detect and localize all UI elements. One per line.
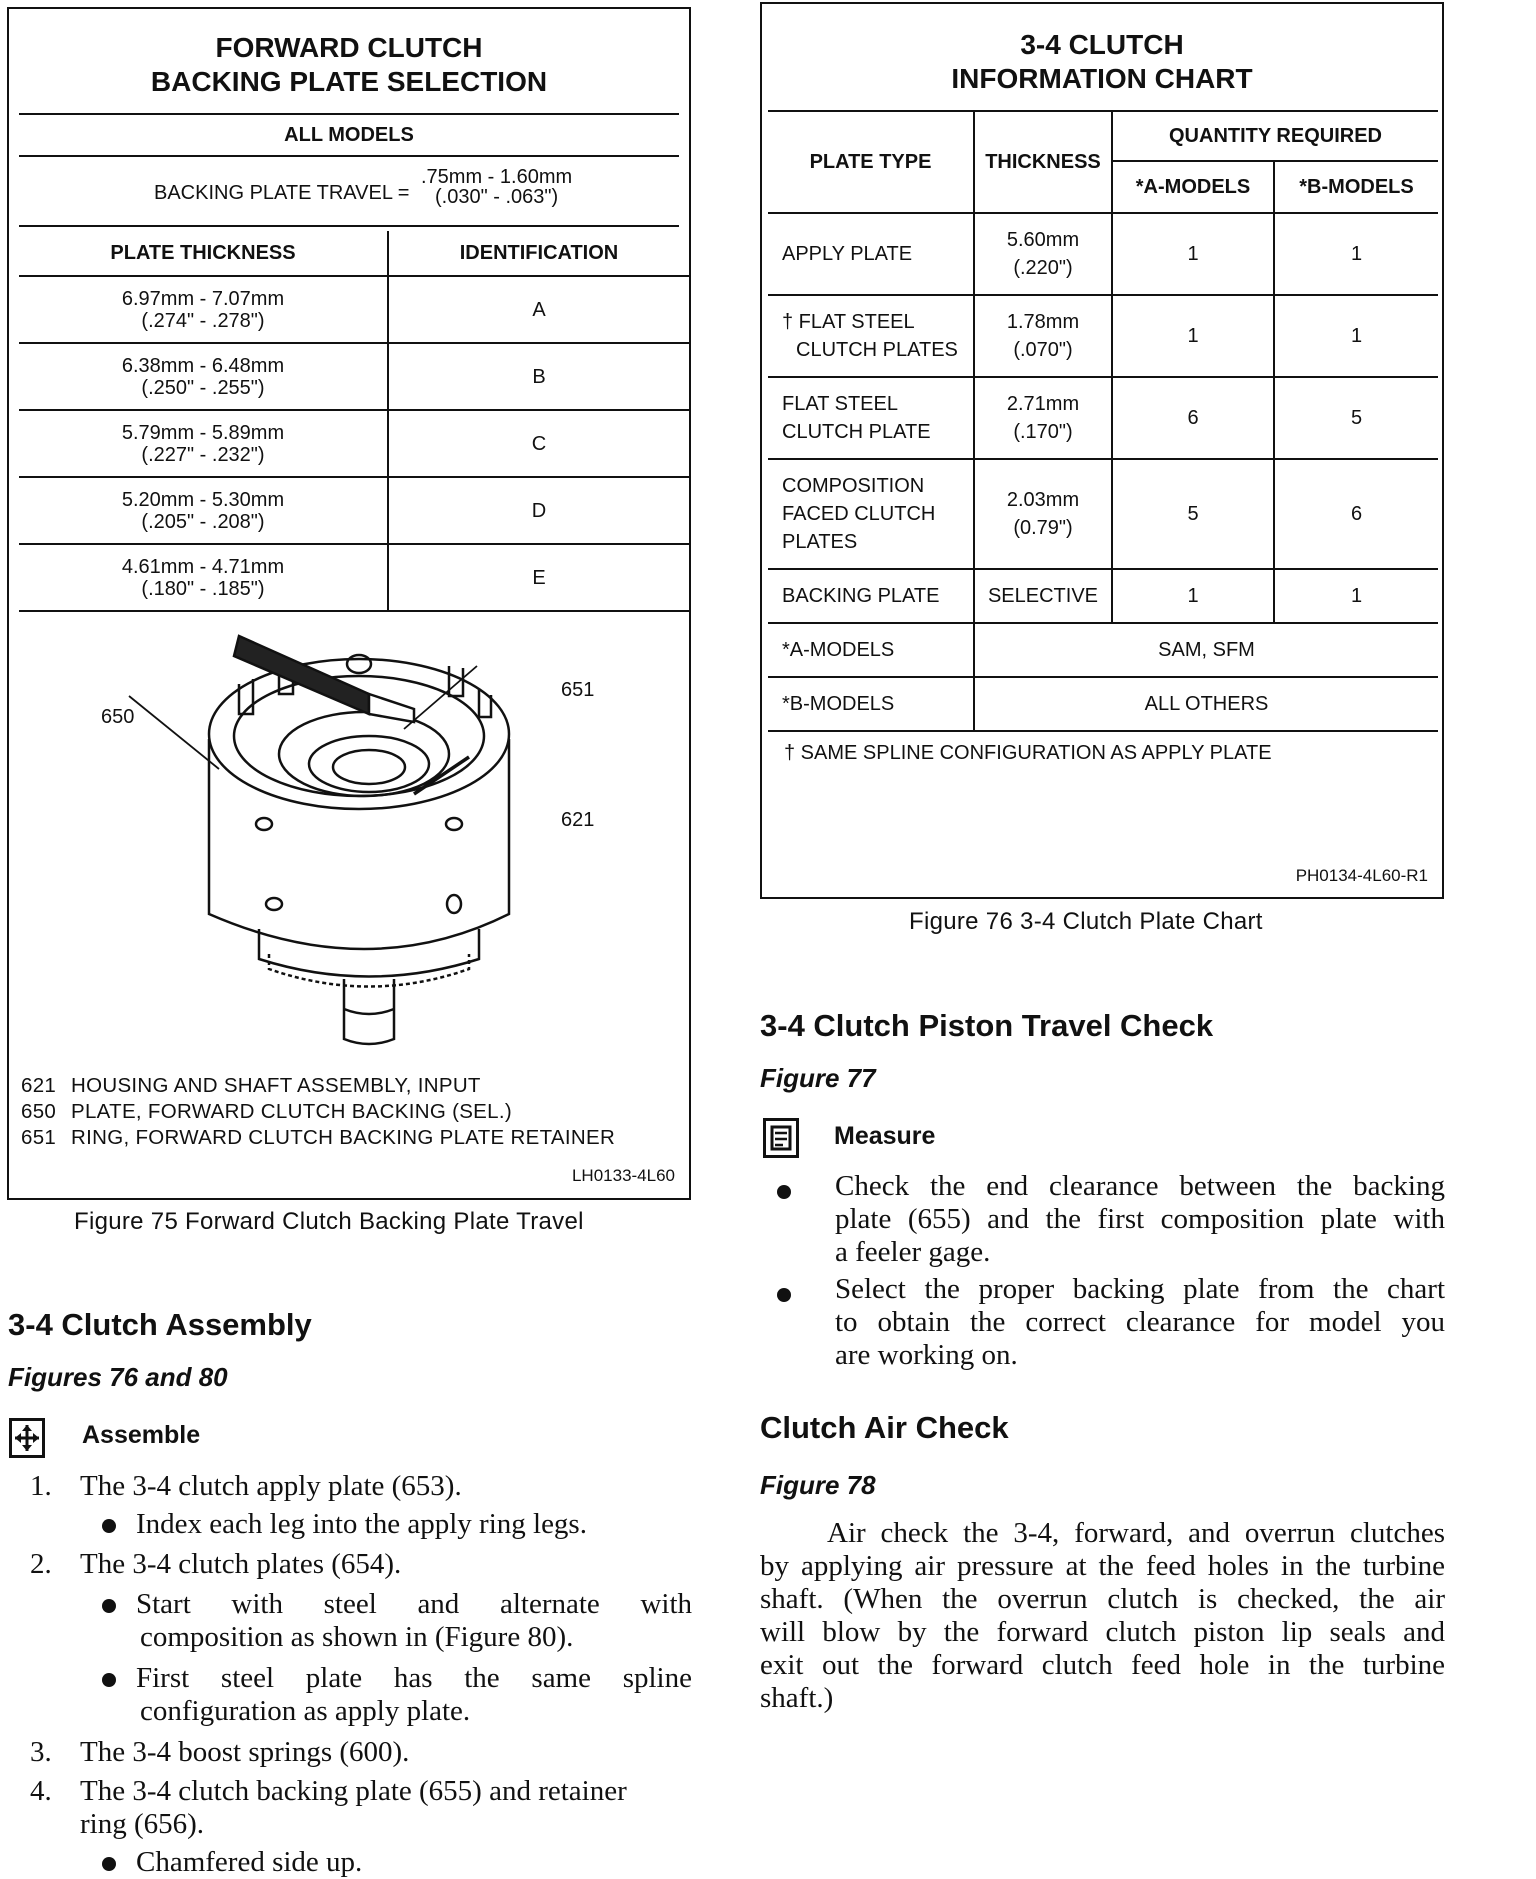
clutch-plate-row: [768, 569, 1438, 623]
b-models-label: *B-MODELS: [768, 677, 974, 731]
fig75-caption: Figure 75 Forward Clutch Backing Plate Travel: [74, 1208, 584, 1235]
step-4: 4. The 3-4 clutch backing plate (655) and retainer: [30, 1775, 627, 1807]
piston-b2-l1: Select the proper backing plate from the chart: [835, 1273, 1445, 1305]
bullet-2: [102, 1588, 692, 1621]
thickness-mm: 5.20mm - 5.30mm: [121, 488, 285, 511]
step-4-cont: ring (656).: [80, 1808, 205, 1840]
thickness-cell: [974, 295, 1112, 377]
fig76-caption: Figure 76 3-4 Clutch Plate Chart: [909, 908, 1263, 935]
thickness-mm: 5.79mm - 5.89mm: [121, 421, 285, 444]
figure-75-panel: [7, 7, 691, 1200]
air-paragraph: [760, 1517, 1445, 1715]
bullet-dot: [777, 1288, 791, 1302]
clutch-plate-row: [768, 459, 1438, 569]
clutch-plate-row: [768, 213, 1438, 295]
fig76-footnote: † SAME SPLINE CONFIGURATION AS APPLY PLATE: [784, 742, 1272, 764]
clutch-housing-illustration: [69, 624, 629, 1064]
bullet-3-text: First steel plate has the same spline: [136, 1662, 692, 1694]
legend-num: 650: [21, 1100, 57, 1123]
qty-a-cell: 1: [1112, 569, 1274, 623]
thickness-mm: 2.71mm: [1006, 393, 1080, 415]
bullet-dot: [102, 1519, 116, 1533]
piston-bullet-2: [835, 1273, 1445, 1372]
air-line-1: Air check the 3-4, forward, and overrun clutches: [827, 1517, 1445, 1549]
measure-label: Measure: [834, 1122, 936, 1150]
thickness-in: (.274" - .278"): [141, 309, 265, 332]
backing-plate-row: [19, 276, 689, 343]
thickness-mm: 1.78mm: [1006, 311, 1080, 333]
identification-cell: A: [388, 276, 689, 343]
piston-b2-l2: to obtain the correct clearance for model you: [835, 1306, 1445, 1338]
identification-cell: B: [388, 343, 689, 410]
b-models-row: [768, 677, 1438, 731]
qty-b-cell: 1: [1274, 295, 1438, 377]
backing-plate-row: [19, 544, 689, 611]
col-identification: IDENTIFICATION: [388, 231, 689, 276]
thickness-in: (0.79"): [1013, 517, 1073, 539]
qty-b-cell: 6: [1274, 459, 1438, 569]
thickness-mm: 6.97mm - 7.07mm: [121, 287, 285, 310]
bullet-dot: [102, 1599, 116, 1613]
legend-num: 621: [21, 1074, 57, 1097]
bullet-dot: [777, 1185, 791, 1199]
step-2-num: 2.: [30, 1548, 52, 1580]
air-line-3: shaft. (When the overrun clutch is checked, the air: [760, 1583, 1445, 1615]
thickness-in: (.250" - .255"): [141, 376, 265, 399]
thickness-in: (.205" - .208"): [141, 510, 265, 533]
legend-item: [21, 1099, 615, 1125]
qty-a-cell: 1: [1112, 213, 1274, 295]
piston-b2-l3: are working on.: [835, 1339, 1018, 1371]
travel-values: [421, 167, 572, 207]
air-line-6: shaft.): [760, 1682, 834, 1714]
col-plate-thickness: PLATE THICKNESS: [19, 231, 388, 276]
bullet-3-cont: configuration as apply plate.: [140, 1695, 471, 1727]
plate-type-line: FACED CLUTCH: [782, 503, 936, 525]
legend-item: [21, 1073, 615, 1099]
step-1-num: 1.: [30, 1470, 52, 1502]
step-3: [30, 1736, 409, 1769]
backing-plate-table: [19, 231, 689, 612]
piston-b1-l2: plate (655) and the first composition plate with: [835, 1203, 1445, 1235]
qty-b-cell: 5: [1274, 377, 1438, 459]
b-models-value: ALL OTHERS: [974, 677, 1438, 731]
plate-type-cell: [768, 213, 974, 295]
step-2-text: The 3-4 clutch plates (654).: [80, 1548, 402, 1580]
plate-thickness-cell: [19, 276, 388, 343]
plate-thickness-cell: [19, 477, 388, 544]
qty-b-cell: 1: [1274, 569, 1438, 623]
plate-type-cell: [768, 377, 974, 459]
plate-type-line: APPLY PLATE: [782, 243, 913, 265]
measure-icon: [763, 1118, 799, 1158]
fig76-title-line1: 3-4 CLUTCH: [1020, 29, 1184, 60]
identification-cell: E: [388, 544, 689, 611]
thickness-in: (.227" - .232"): [141, 443, 265, 466]
col-quantity: QUANTITY REQUIRED: [1112, 111, 1438, 161]
bullet-2-cont: composition as shown in (Figure 80).: [140, 1621, 574, 1653]
air-line-2: by applying air pressure at the feed holes in the turbine: [760, 1550, 1445, 1582]
air-line-5: exit out the forward clutch feed hole in the turbine: [760, 1649, 1445, 1681]
travel-in: (.030" - .063"): [435, 186, 559, 208]
bullet-2-text: Start with steel and alternate with: [136, 1588, 692, 1620]
bullet-3: [102, 1662, 692, 1695]
thickness-mm: SELECTIVE: [987, 585, 1099, 607]
col-plate-type: PLATE TYPE: [768, 111, 974, 213]
callout-621: 621: [561, 809, 595, 831]
plate-type-line: † FLAT STEEL: [782, 311, 915, 333]
callout-650: 650: [101, 706, 135, 728]
assemble-icon: [9, 1418, 45, 1458]
step-3-text: The 3-4 boost springs (600).: [80, 1736, 410, 1768]
piston-heading: 3-4 Clutch Piston Travel Check: [760, 1008, 1214, 1043]
qty-a-cell: 6: [1112, 377, 1274, 459]
identification-cell: C: [388, 410, 689, 477]
qty-a-cell: 5: [1112, 459, 1274, 569]
identification-cell: D: [388, 477, 689, 544]
legend-text: RING, FORWARD CLUTCH BACKING PLATE RETAINER: [71, 1126, 616, 1149]
travel-label: BACKING PLATE TRAVEL =: [154, 182, 410, 204]
backing-plate-row: [19, 477, 689, 544]
plate-type-line: COMPOSITION: [782, 475, 925, 497]
col-thickness: THICKNESS: [974, 111, 1112, 213]
plate-type-cell: [768, 295, 974, 377]
a-models-row: [768, 623, 1438, 677]
piston-b1-l3: a feeler gage.: [835, 1236, 991, 1268]
bullet-4-text: Chamfered side up.: [136, 1846, 363, 1878]
plate-type-cell: [768, 569, 974, 623]
plate-type-cell: [768, 459, 974, 569]
a-models-label: *A-MODELS: [768, 623, 974, 677]
fig76-title-line2: INFORMATION CHART: [951, 63, 1253, 94]
legend-num: 651: [21, 1126, 57, 1149]
bullet-dot: [102, 1857, 116, 1871]
bullet-1-text: Index each leg into the apply ring legs.: [136, 1508, 587, 1540]
step-2: [30, 1548, 401, 1581]
piston-b1-l1: Check the end clearance between the backing: [835, 1170, 1445, 1202]
air-heading: Clutch Air Check: [760, 1410, 1009, 1445]
clutch-info-table: [768, 110, 1438, 732]
assemble-label: Assemble: [82, 1421, 201, 1449]
plate-thickness-cell: [19, 544, 388, 611]
plate-thickness-cell: [19, 343, 388, 410]
fig75-legend: [21, 1073, 615, 1151]
plate-type-line: CLUTCH PLATES: [796, 339, 958, 361]
fig75-title-line1: FORWARD CLUTCH: [215, 32, 483, 63]
thickness-in: (.220"): [1013, 257, 1073, 279]
legend-text: HOUSING AND SHAFT ASSEMBLY, INPUT: [71, 1074, 481, 1097]
thickness-in: (.070"): [1013, 339, 1073, 361]
assembly-fig-ref: Figures 76 and 80: [8, 1362, 228, 1392]
fig75-title: [19, 9, 679, 115]
legend-text: PLATE, FORWARD CLUTCH BACKING (SEL.): [71, 1100, 512, 1123]
plate-type-line: CLUTCH PLATE: [782, 421, 931, 443]
callout-651: 651: [561, 679, 595, 701]
col-b-models: *B-MODELS: [1274, 161, 1438, 213]
bullet-1: [102, 1508, 587, 1541]
fig75-code: LH0133-4L60: [571, 1166, 675, 1185]
fig75-travel-row: [19, 157, 679, 227]
thickness-mm: 6.38mm - 6.48mm: [121, 354, 285, 377]
thickness-cell: [974, 213, 1112, 295]
plate-type-line: FLAT STEEL: [782, 393, 898, 415]
assembly-heading: 3-4 Clutch Assembly: [8, 1307, 312, 1342]
figure-76-panel: [760, 2, 1444, 899]
thickness-in: (.180" - .185"): [141, 577, 265, 600]
step-1: [30, 1470, 462, 1503]
step-4-text: The 3-4 clutch backing plate (655) and retainer: [80, 1775, 627, 1807]
thickness-mm: 2.03mm: [1006, 489, 1080, 511]
fig76-title: [762, 28, 1442, 96]
clutch-plate-row: [768, 295, 1438, 377]
clutch-plate-row: [768, 377, 1438, 459]
fig75-all-models: ALL MODELS: [19, 115, 679, 157]
plate-type-line: BACKING PLATE: [782, 585, 940, 607]
qty-a-cell: 1: [1112, 295, 1274, 377]
piston-fig-ref: Figure 77: [760, 1063, 876, 1093]
travel-mm: .75mm - 1.60mm: [421, 166, 573, 188]
legend-item: [21, 1125, 615, 1151]
bullet-dot: [102, 1673, 116, 1687]
thickness-cell: [974, 569, 1112, 623]
thickness-mm: 4.61mm - 4.71mm: [121, 555, 285, 578]
fig76-code: PH0134-4L60-R1: [1295, 866, 1428, 885]
plate-thickness-cell: [19, 410, 388, 477]
plate-type-line: PLATES: [782, 531, 858, 553]
a-models-value: SAM, SFM: [974, 623, 1438, 677]
col-a-models: *A-MODELS: [1112, 161, 1274, 213]
backing-plate-row: [19, 410, 689, 477]
qty-b-cell: 1: [1274, 213, 1438, 295]
thickness-cell: [974, 377, 1112, 459]
piston-bullet-1: [835, 1170, 1445, 1269]
bullet-4: [102, 1846, 362, 1879]
air-fig-ref: Figure 78: [760, 1470, 876, 1500]
backing-plate-row: [19, 343, 689, 410]
step-1-text: The 3-4 clutch apply plate (653).: [80, 1470, 462, 1502]
fig75-title-line2: BACKING PLATE SELECTION: [150, 66, 548, 97]
air-line-4: will blow by the forward clutch piston lip seals and: [760, 1616, 1445, 1648]
step-3-num: 3.: [30, 1736, 52, 1768]
thickness-in: (.170"): [1013, 421, 1073, 443]
thickness-mm: 5.60mm: [1006, 229, 1080, 251]
thickness-cell: [974, 459, 1112, 569]
